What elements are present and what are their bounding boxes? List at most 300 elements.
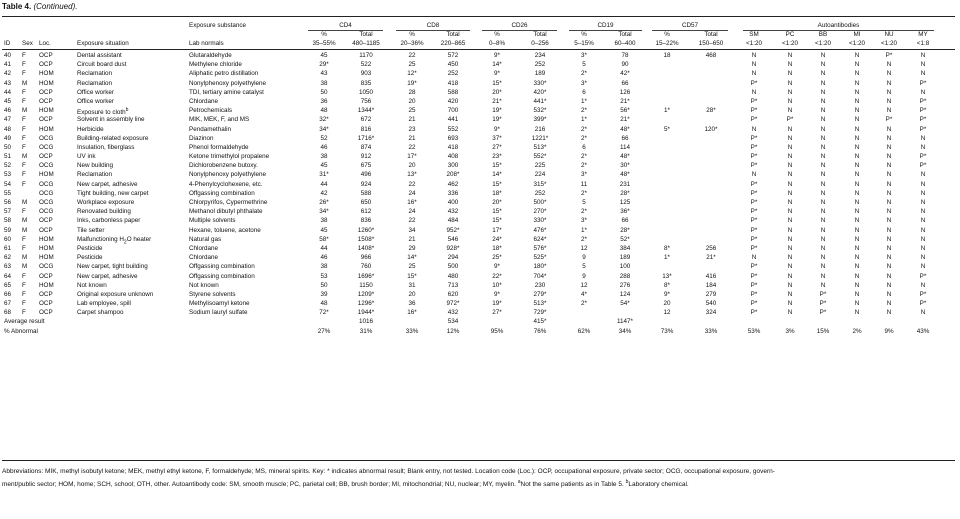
cell-mi: N — [854, 290, 860, 298]
cell-cd4-total: 675 — [360, 162, 372, 170]
cell-cd4-total: 1408* — [357, 244, 375, 252]
cell-cd8-total: 928* — [446, 244, 460, 252]
cell-cd26-total: 441* — [533, 97, 547, 105]
table-row — [2, 79, 955, 88]
cell-situation: Tile setter — [77, 226, 105, 234]
cell-substance: Offgassing combination — [189, 189, 255, 197]
cell-substance: Ketone trimethylol propalene — [189, 153, 270, 161]
cell-cd19-total: 42* — [620, 70, 630, 78]
cell-cd26-total: 252 — [534, 189, 546, 197]
table-row — [2, 207, 955, 216]
cell-cd4-pct: 72* — [319, 309, 329, 317]
cell-bb: P* — [819, 300, 827, 308]
cell-cd8-total: 620 — [447, 290, 459, 298]
cell-mi: N — [854, 281, 860, 289]
footnote-b-text: Laboratory chemical. — [628, 481, 689, 489]
cell-sex: F — [22, 116, 26, 124]
cell-cd8-pct: 16* — [407, 309, 417, 317]
cell-id: 49 — [4, 134, 12, 142]
cell-substance: Dichlorobenzene butoxy. — [189, 162, 258, 170]
cell-sm: P* — [750, 263, 758, 271]
average-cd8-total: 534 — [447, 318, 459, 326]
cell-pc: N — [787, 254, 793, 262]
cell-cd19-pct: 5 — [582, 199, 586, 206]
cell-mi: N — [854, 52, 860, 59]
cell-bb: N — [820, 143, 826, 151]
cell-cd26-pct: 15* — [492, 217, 502, 225]
header-col-mi: MI — [853, 31, 861, 38]
cell-cd26-pct: 9* — [494, 125, 500, 133]
cell-substance: Pendamethalin — [189, 125, 232, 133]
cell-cd19-pct: 3* — [581, 79, 587, 87]
cell-sex: F — [22, 70, 26, 78]
cell-bb: N — [820, 244, 826, 252]
cell-cd26-pct: 23* — [492, 153, 502, 161]
cell-cd26-total: 1221* — [531, 134, 549, 142]
cell-substance: Aliphatic petro distillation — [189, 70, 259, 78]
table-footnotes — [2, 466, 955, 490]
cell-cd26-total: 252 — [534, 61, 546, 69]
abnormal-cd4-total: 31% — [359, 327, 373, 335]
cell-cd19-total: 66 — [621, 79, 629, 87]
cell-cd26-total: 315* — [533, 180, 547, 188]
cell-nu: N — [886, 208, 892, 216]
cell-cd4-total: 836 — [360, 217, 372, 225]
cell-cd8-total: 588 — [447, 88, 459, 96]
cell-pc: N — [787, 143, 793, 151]
table-title — [2, 2, 77, 11]
cell-cd19-total: 231 — [619, 180, 631, 188]
cell-cd26-total: 729* — [533, 309, 547, 317]
cell-mi: N — [854, 254, 860, 262]
cell-situation: Herbicide — [77, 125, 104, 133]
cell-nu: N — [886, 217, 892, 225]
cell-nu: N — [886, 134, 892, 142]
cell-cd26-pct: 20* — [492, 88, 502, 96]
cell-cd26-total: 224 — [534, 171, 546, 179]
header-col-id: ID — [4, 40, 11, 47]
header-normal-cd57-pct: 15–22% — [655, 40, 679, 47]
cell-cd8-pct: 22 — [408, 217, 416, 225]
cell-cd26-pct: 14* — [492, 61, 502, 69]
cell-cd8-total: 294 — [447, 254, 459, 262]
cell-cd26-total: 399* — [533, 116, 547, 124]
cell-cd19-total: 78 — [621, 52, 629, 59]
cell-nu: N — [886, 162, 892, 170]
cell-loc: HOM — [39, 254, 54, 262]
cell-cd57-pct: 1* — [664, 254, 670, 262]
header-col-nu: NU — [884, 31, 894, 38]
cell-sex: M — [22, 153, 28, 161]
cell-cd26-total: 180* — [533, 263, 547, 271]
cell-loc: OCG — [39, 199, 54, 206]
cell-my: P* — [919, 300, 927, 308]
cell-situation: Malfunctioning $H_2O$ heater — [77, 235, 152, 245]
cell-nu: N — [886, 272, 892, 280]
cell-cd4-pct: 46 — [320, 254, 328, 262]
cell-loc: OCP — [39, 309, 53, 317]
table-row — [2, 262, 955, 271]
cell-cd4-pct: 50 — [320, 281, 328, 289]
cell-id: 55 — [4, 189, 12, 197]
header-col-cd19-pct: % — [581, 31, 587, 38]
cell-mi: N — [854, 153, 860, 161]
cell-cd57-pct: 12 — [663, 309, 671, 317]
abnormal-sm: 53% — [747, 327, 761, 335]
cell-cd26-pct: 21* — [492, 97, 502, 105]
cell-situation: Office worker — [77, 88, 114, 96]
cell-bb: N — [820, 208, 826, 216]
cell-cd26-pct: 19* — [492, 107, 502, 115]
table-continued: (Continued). — [33, 2, 78, 11]
cell-cd8-total: 418 — [447, 143, 459, 151]
abnormal-cd26-pct: 95% — [490, 327, 504, 335]
cell-situation: New carpet, adhesive — [77, 180, 138, 188]
abnormal-cd26-total: 76% — [533, 327, 547, 335]
cell-loc: OCP — [39, 52, 53, 59]
cell-cd57-pct: 20 — [663, 300, 671, 308]
cell-sex: M — [22, 199, 28, 206]
header-col-cd19-total: Total — [618, 31, 632, 38]
cell-my: N — [920, 217, 926, 225]
abnormal-label: % Abnormal — [4, 327, 38, 335]
cell-cd4-pct: 34* — [319, 208, 329, 216]
cell-cd8-pct: 21 — [408, 235, 416, 243]
cell-cd8-total: 400 — [447, 199, 459, 206]
cell-mi: N — [854, 208, 860, 216]
cell-substance: Multiple solvents — [189, 217, 236, 225]
cell-cd26-pct: 14* — [492, 171, 502, 179]
cell-cd8-pct: 22 — [408, 143, 416, 151]
cell-substance: Offgassing combination — [189, 272, 255, 280]
cell-id: 65 — [4, 281, 12, 289]
cell-cd26-pct: 22* — [492, 272, 502, 280]
cell-nu: P* — [885, 116, 893, 124]
cell-cd8-pct: 22 — [408, 180, 416, 188]
cell-situation: Lab employee, spill — [77, 300, 131, 308]
cell-cd4-total: 816 — [360, 125, 372, 133]
cell-cd4-pct: 36 — [320, 97, 328, 105]
cell-cd26-pct: 9* — [494, 70, 500, 78]
cell-nu: P* — [885, 52, 893, 59]
cell-cd19-pct: 12 — [580, 281, 588, 289]
cell-situation: Original exposure unknown — [77, 290, 154, 298]
cell-cd4-pct: 48 — [320, 107, 328, 115]
cell-substance: Glutaraldehyde — [189, 52, 232, 59]
footnote-a-text: Not the same patients as in Table 5. — [520, 481, 624, 489]
cell-pc: N — [787, 208, 793, 216]
cell-cd4-total: 835 — [360, 79, 372, 87]
cell-cd8-pct: 29 — [408, 244, 416, 252]
cell-bb: N — [820, 153, 826, 161]
cell-sex: F — [22, 290, 26, 298]
header-col-pc: PC — [785, 31, 795, 38]
cell-loc: OCP — [39, 290, 53, 298]
cell-cd8-pct: 28 — [408, 88, 416, 96]
table-row — [2, 253, 955, 262]
cell-my: N — [920, 226, 926, 234]
cell-cd4-total: 588 — [360, 189, 372, 197]
cell-cd4-total: 1696* — [357, 272, 375, 280]
cell-loc: OCG — [39, 189, 54, 197]
cell-my: P* — [919, 290, 927, 298]
cell-substance: Offgassing combination — [189, 263, 255, 271]
cell-bb: N — [820, 134, 826, 142]
cell-sm: P* — [750, 199, 758, 206]
cell-sex: F — [22, 281, 26, 289]
table-row — [2, 161, 955, 170]
bottom-rule — [2, 460, 955, 461]
cell-cd4-pct: 39 — [320, 290, 328, 298]
table-row — [2, 143, 955, 152]
table-row — [2, 299, 955, 308]
abnormal-cd19-pct: 62% — [577, 327, 591, 335]
cell-substance: Methylisoamyl ketone — [189, 300, 250, 308]
cell-loc: OCP — [39, 88, 53, 96]
cell-cd8-total: 408 — [447, 153, 459, 161]
cell-cd8-pct: 21 — [408, 134, 416, 142]
average-cd26-total: 415* — [533, 318, 547, 326]
cell-cd4-pct: 45 — [320, 162, 328, 170]
cell-situation: Pesticide — [77, 254, 103, 262]
cell-mi: N — [854, 97, 860, 105]
cell-loc: OCP — [39, 61, 53, 69]
cell-cd26-total: 189 — [534, 70, 546, 78]
cell-pc: N — [787, 70, 793, 78]
cell-cd19-total: 276 — [619, 281, 631, 289]
header-col-cd26-total: Total — [533, 31, 547, 38]
cell-pc: N — [787, 235, 793, 243]
cell-cd8-pct: 20 — [408, 162, 416, 170]
table-row — [2, 180, 955, 189]
cell-cd19-pct: 11 — [580, 180, 588, 188]
cell-sex: F — [22, 309, 26, 317]
cell-loc: HOM — [39, 79, 54, 87]
cell-cd8-pct: 31 — [408, 281, 416, 289]
cell-cd4-pct: 32* — [319, 116, 329, 124]
cell-cd26-pct: 9* — [494, 52, 500, 59]
cell-mi: N — [854, 171, 860, 179]
cell-loc: OCP — [39, 300, 53, 308]
cell-cd19-total: 48* — [620, 125, 630, 133]
abnormal-nu: 9% — [884, 327, 894, 335]
cell-pc: N — [787, 79, 793, 87]
cell-cd57-total: 21* — [706, 254, 716, 262]
header-col-cd57-total: Total — [704, 31, 718, 38]
cell-pc: N — [787, 226, 793, 234]
cell-cd8-pct: 15* — [407, 272, 417, 280]
cell-cd57-total: 28* — [706, 107, 716, 115]
cell-sm: P* — [750, 107, 758, 115]
cell-cd4-total: 522 — [360, 61, 372, 69]
cell-my: N — [920, 70, 926, 78]
cell-cd19-pct: 3* — [581, 171, 587, 179]
cell-nu: N — [886, 153, 892, 161]
cell-cd4-pct: 45 — [320, 226, 328, 234]
cell-id: 48 — [4, 125, 12, 133]
cell-nu: N — [886, 97, 892, 105]
cell-id: 61 — [4, 244, 12, 252]
abnormal-cd57-pct: 73% — [660, 327, 674, 335]
cell-bb: N — [820, 199, 826, 206]
cell-substance: Chlorpyrifos, Cypermethrine — [189, 199, 268, 206]
cell-pc: N — [787, 107, 793, 115]
cell-loc: OCG — [39, 162, 54, 170]
cell-cd26-pct: 17* — [492, 226, 502, 234]
cell-cd19-total: 125 — [619, 199, 631, 206]
cell-mi: N — [854, 300, 860, 308]
cell-sm: P* — [750, 309, 758, 317]
cell-cd26-total: 513* — [533, 300, 547, 308]
cell-cd8-pct: 25 — [408, 107, 416, 115]
cell-bb: N — [820, 70, 826, 78]
cell-cd57-total: 468 — [705, 52, 717, 59]
cell-cd19-total: 28* — [620, 226, 630, 234]
cell-cd26-pct: 15* — [492, 162, 502, 170]
cell-cd4-pct: 29* — [319, 61, 329, 69]
cell-sex: M — [22, 217, 28, 225]
cell-situation: Dental assistant — [77, 52, 122, 59]
cell-cd26-total: 420* — [533, 88, 547, 96]
cell-loc: HOM — [39, 70, 54, 78]
cell-substance: Chlordane — [189, 254, 219, 262]
cell-cd4-total: 672 — [360, 116, 372, 124]
cell-cd19-total: 36* — [620, 208, 630, 216]
cell-cd57-pct: 8* — [664, 244, 670, 252]
cell-id: 46 — [4, 107, 12, 115]
cell-nu: N — [886, 171, 892, 179]
cell-sex: F — [22, 61, 26, 69]
cell-loc: OCP — [39, 217, 53, 225]
cell-bb: P* — [819, 290, 827, 298]
cell-id: 62 — [4, 254, 12, 262]
cell-situation: Solvent in assembly line — [77, 116, 145, 124]
table-row — [2, 106, 955, 115]
header-normal-cd26-total: 0–256 — [531, 40, 549, 47]
cell-situation: Reclamation — [77, 79, 112, 87]
abnormal-cd19-total: 34% — [618, 327, 632, 335]
abnormal-cd4-pct: 27% — [317, 327, 331, 335]
cell-cd4-total: 1050 — [358, 88, 373, 96]
cell-mi: N — [854, 162, 860, 170]
cell-cd4-total: 650 — [360, 199, 372, 206]
cell-cd8-pct: 22 — [408, 52, 416, 59]
cell-pc: N — [787, 61, 793, 69]
cell-cd8-pct: 36 — [408, 300, 416, 308]
cell-cd19-pct: 1* — [581, 226, 587, 234]
cell-cd4-pct: 38 — [320, 263, 328, 271]
header-normal-cd8-pct: 20–36% — [400, 40, 424, 47]
cell-nu: N — [886, 235, 892, 243]
cell-pc: N — [787, 309, 793, 317]
cell-cd26-pct: 19* — [492, 116, 502, 124]
cell-mi: N — [854, 309, 860, 317]
cell-bb: P* — [819, 309, 827, 317]
cell-cd26-pct: 37* — [492, 134, 502, 142]
cell-id: 58 — [4, 217, 12, 225]
cell-id: 47 — [4, 116, 12, 124]
cell-cd8-total: 462 — [447, 180, 459, 188]
cell-sex: F — [22, 180, 26, 188]
header-group-cd4: CD4 — [339, 22, 352, 29]
footnote-line-2 — [2, 477, 955, 490]
cell-sex: M — [22, 79, 28, 87]
cell-cd8-total: 693 — [447, 134, 459, 142]
cell-bb: N — [820, 254, 826, 262]
cell-nu: N — [886, 125, 892, 133]
cell-sm: N — [751, 125, 757, 133]
cell-bb: N — [820, 180, 826, 188]
cell-cd19-pct: 2* — [581, 70, 587, 78]
cell-pc: N — [787, 97, 793, 105]
footnote-line-1: Abbreviations: MIK, methyl isobutyl ketone; MEK, methyl ethyl ketone, F, formaldehyde; MS, mineral spirits. Key: * indicates abnormal result; Blank entry, not tested. Location code (Loc.): OCP, occupational exposure, private sector; OCG, occupational exposure, govern- — [2, 468, 775, 475]
cell-cd4-pct: 52 — [320, 134, 328, 142]
cell-sm: P* — [750, 290, 758, 298]
cell-mi: N — [854, 79, 860, 87]
cell-sm: P* — [750, 162, 758, 170]
cell-sm: N — [751, 61, 757, 69]
header-col-cd4-total: Total — [359, 31, 373, 38]
cell-sex: M — [22, 263, 28, 271]
header-row-columns — [2, 39, 955, 48]
cell-sex: F — [22, 88, 26, 96]
cell-mi: N — [854, 226, 860, 234]
cell-cd8-pct: 24 — [408, 208, 416, 216]
cell-nu: N — [886, 300, 892, 308]
cell-cd19-pct: 2* — [581, 162, 587, 170]
cell-cd19-pct: 1* — [581, 116, 587, 124]
cell-bb: N — [820, 189, 826, 197]
cell-pc: N — [787, 290, 793, 298]
cell-bb: N — [820, 88, 826, 96]
cell-cd8-pct: 24 — [408, 189, 416, 197]
cell-my: N — [920, 199, 926, 206]
cell-cd4-total: 756 — [360, 97, 372, 105]
cell-cd57-pct: 5* — [664, 125, 670, 133]
cell-my: N — [920, 254, 926, 262]
cell-cd26-total: 225 — [534, 162, 546, 170]
header-col-my: MY — [918, 31, 928, 38]
cell-sm: P* — [750, 300, 758, 308]
header-col-sm: SM — [749, 31, 759, 38]
cell-cd4-total: 924 — [360, 180, 372, 188]
cell-my: N — [920, 88, 926, 96]
cell-cd26-pct: 19* — [492, 300, 502, 308]
cell-id: 44 — [4, 88, 12, 96]
cell-cd8-total: 208* — [446, 171, 460, 179]
header-group-cd8: CD8 — [426, 22, 440, 29]
cell-bb: N — [820, 61, 826, 69]
table-row — [2, 244, 955, 253]
cell-cd19-total: 28* — [620, 189, 630, 197]
cell-id: 43 — [4, 79, 12, 87]
cell-my: N — [920, 263, 926, 271]
table-row — [2, 235, 955, 244]
cell-situation: New building — [77, 162, 114, 170]
cell-cd26-pct: 18* — [492, 244, 502, 252]
cell-my: P* — [919, 79, 927, 87]
cell-cd4-total: 874 — [360, 143, 372, 151]
header-group-cd19: CD19 — [597, 22, 614, 29]
cell-pc: N — [787, 189, 793, 197]
table-row — [2, 69, 955, 78]
cell-cd19-pct: 5 — [582, 263, 586, 271]
cell-situation: Pesticide — [77, 244, 103, 252]
cell-nu: N — [886, 281, 892, 289]
cell-my: P* — [919, 116, 927, 124]
cell-cd26-total: 279* — [533, 290, 547, 298]
cell-cd19-pct: 12 — [580, 244, 588, 252]
